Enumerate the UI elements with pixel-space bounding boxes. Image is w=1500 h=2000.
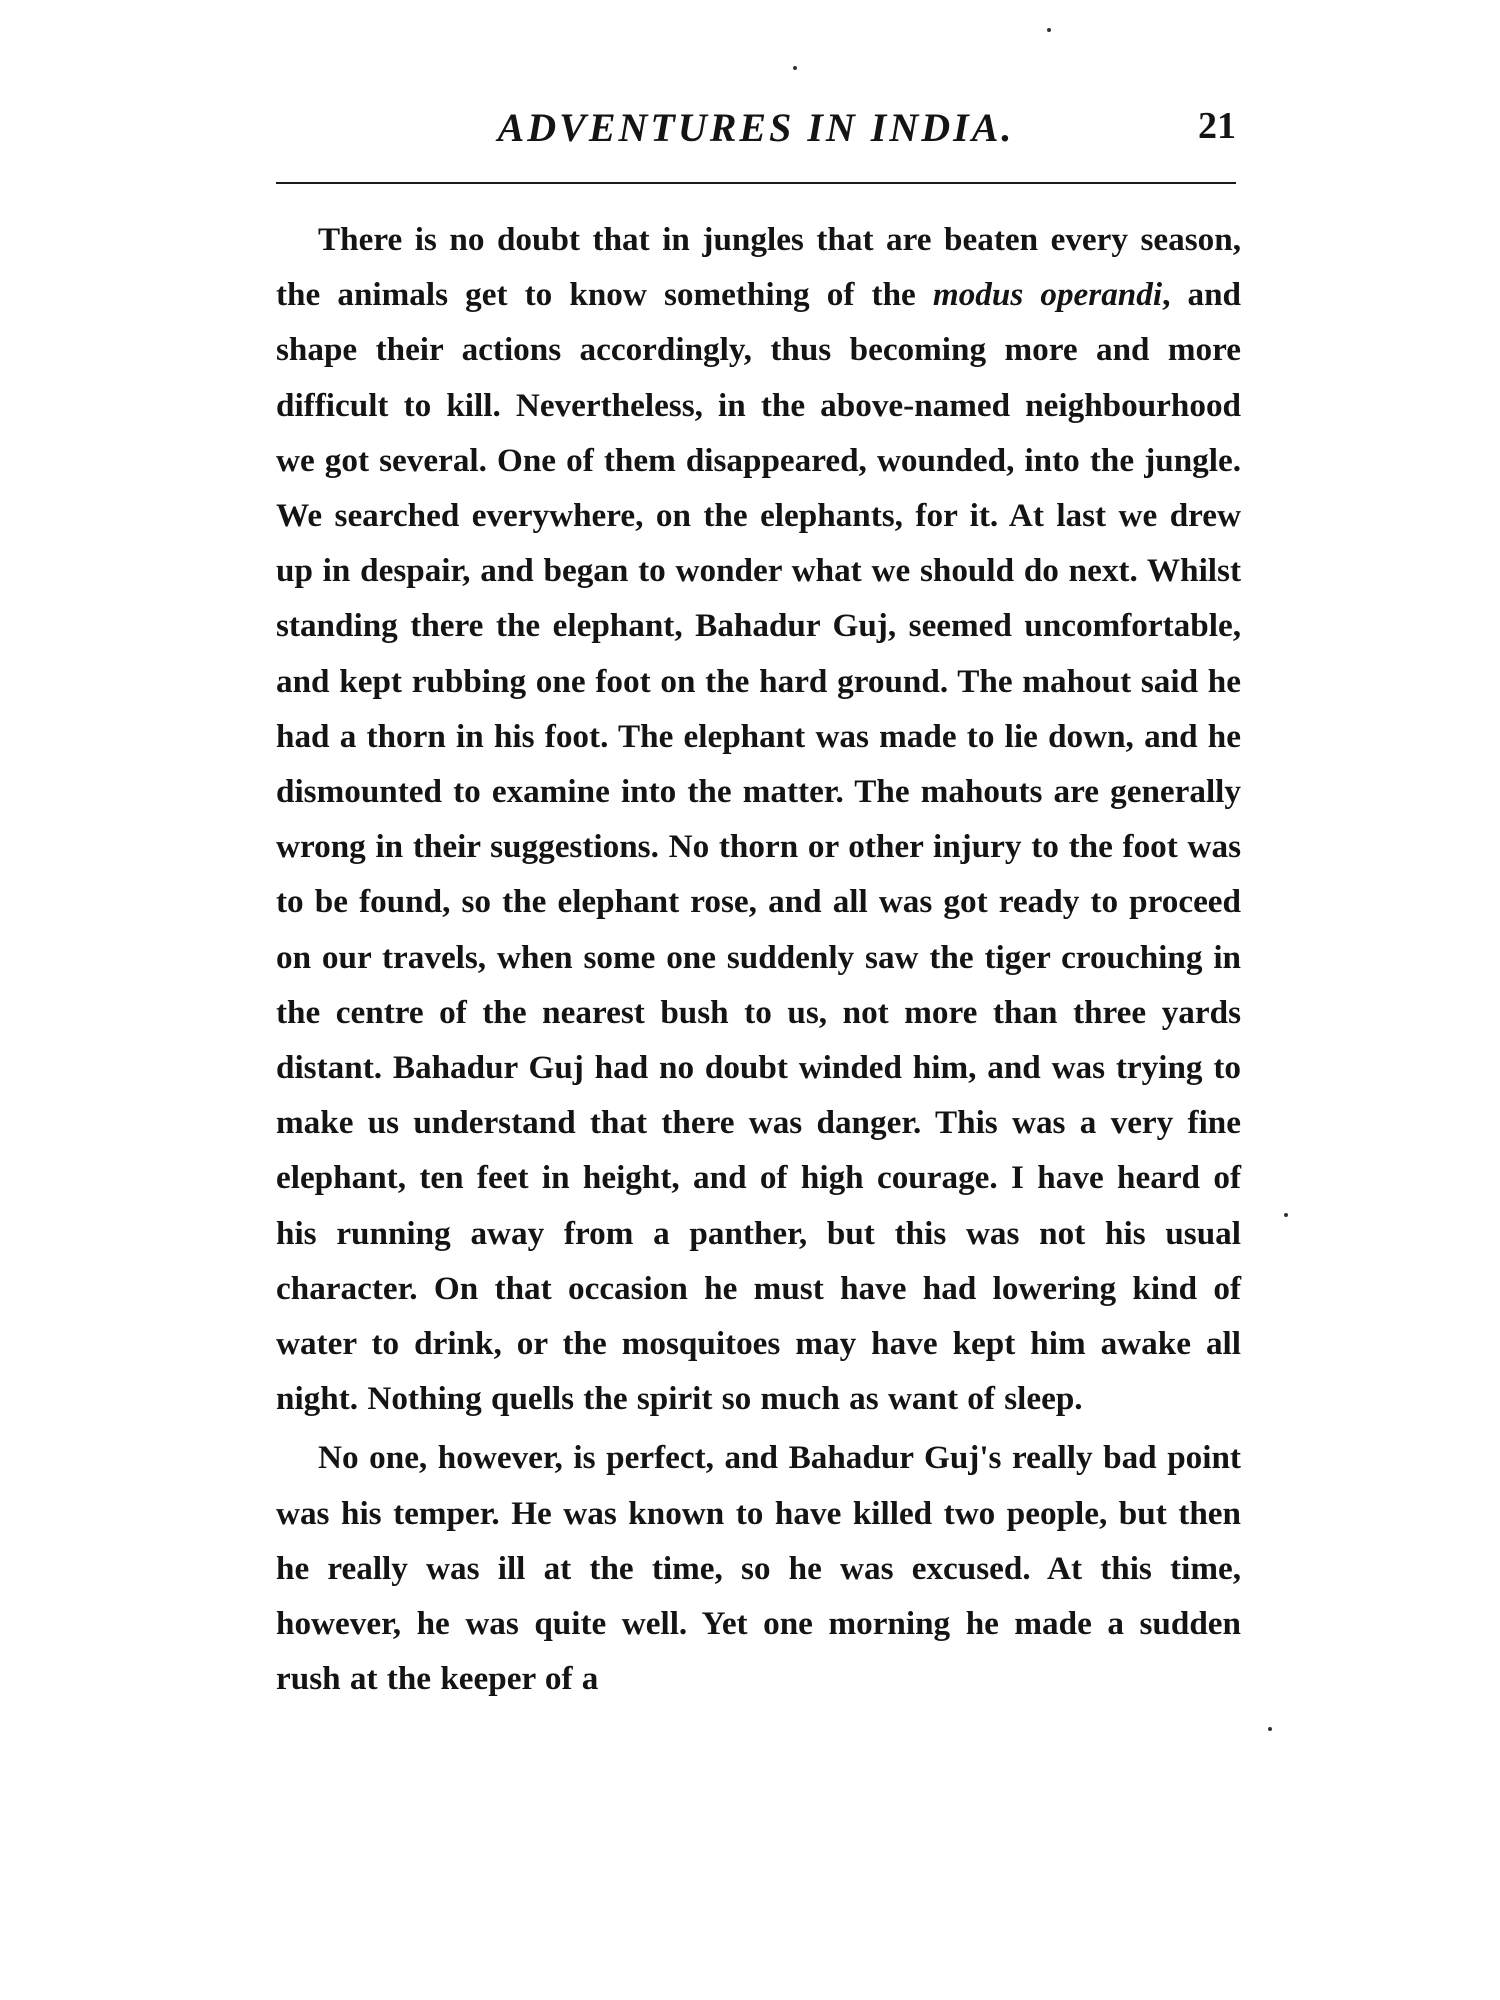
paragraph: [276, 212, 1241, 1426]
running-title: ADVENTURES IN INDIA.: [497, 105, 1015, 150]
italic-phrase: modus operandi: [932, 276, 1163, 314]
page-number: 21: [1198, 105, 1236, 147]
text-segment: , and shape their actions accordingly, thus becoming more and more difficult to kill. Nevertheless, in the above-named neighbourhood we got several. One of them disappeared, wounded, into the jungle. We searched everywhere, on the elephants, for it. At last we drew up in despair, and began to wonder what we should do next. Whilst standing there the elephant, Bahadur Guj, seemed uncomfortable, and kept rubbing one foot on the hard ground. The mahout said he had a thorn in his foot. The elephant was made to lie down, and he dismounted to examine into the matter. The mahouts are generally wrong in their suggestions. No thorn or other injury to the foot was to be found, so the elephant rose, and all was got ready to proceed on our travels, when some one suddenly saw the tiger crouching in the centre of the nearest bush to us, not more than three yards distant. Bahadur Guj had no doubt winded him, and was trying to make us understand that there was danger. This was a very fine elephant, ten feet in height, and of high courage. I have heard of his running away from a panther, but this was not his usual character. On that occasion he must have had lowering kind of water to drink, or the mosquitoes may have kept him awake all night. Nothing quells the spirit so much as want of sleep.: [276, 276, 1242, 1418]
scan-speck: [1284, 1213, 1288, 1217]
header-rule: [276, 182, 1236, 184]
page-header: [276, 96, 1236, 166]
scan-speck: [1268, 1727, 1272, 1731]
scan-speck: [1047, 28, 1051, 32]
paragraph: [276, 1430, 1241, 1706]
text-segment: There is no doubt that in jungles that are beaten every season, the animals get to know something of the: [276, 221, 1241, 314]
text-segment: No one, however, is perfect, and Bahadur Guj's really bad point was his temper. He was known to have killed two people, but then he really was ill at the time, so he was excused. At this time, however, he was quite well. Yet one morning he made a sudden rush at the keeper of a: [276, 1439, 1241, 1698]
body-text: [276, 212, 1241, 1706]
scan-speck: [793, 66, 797, 70]
